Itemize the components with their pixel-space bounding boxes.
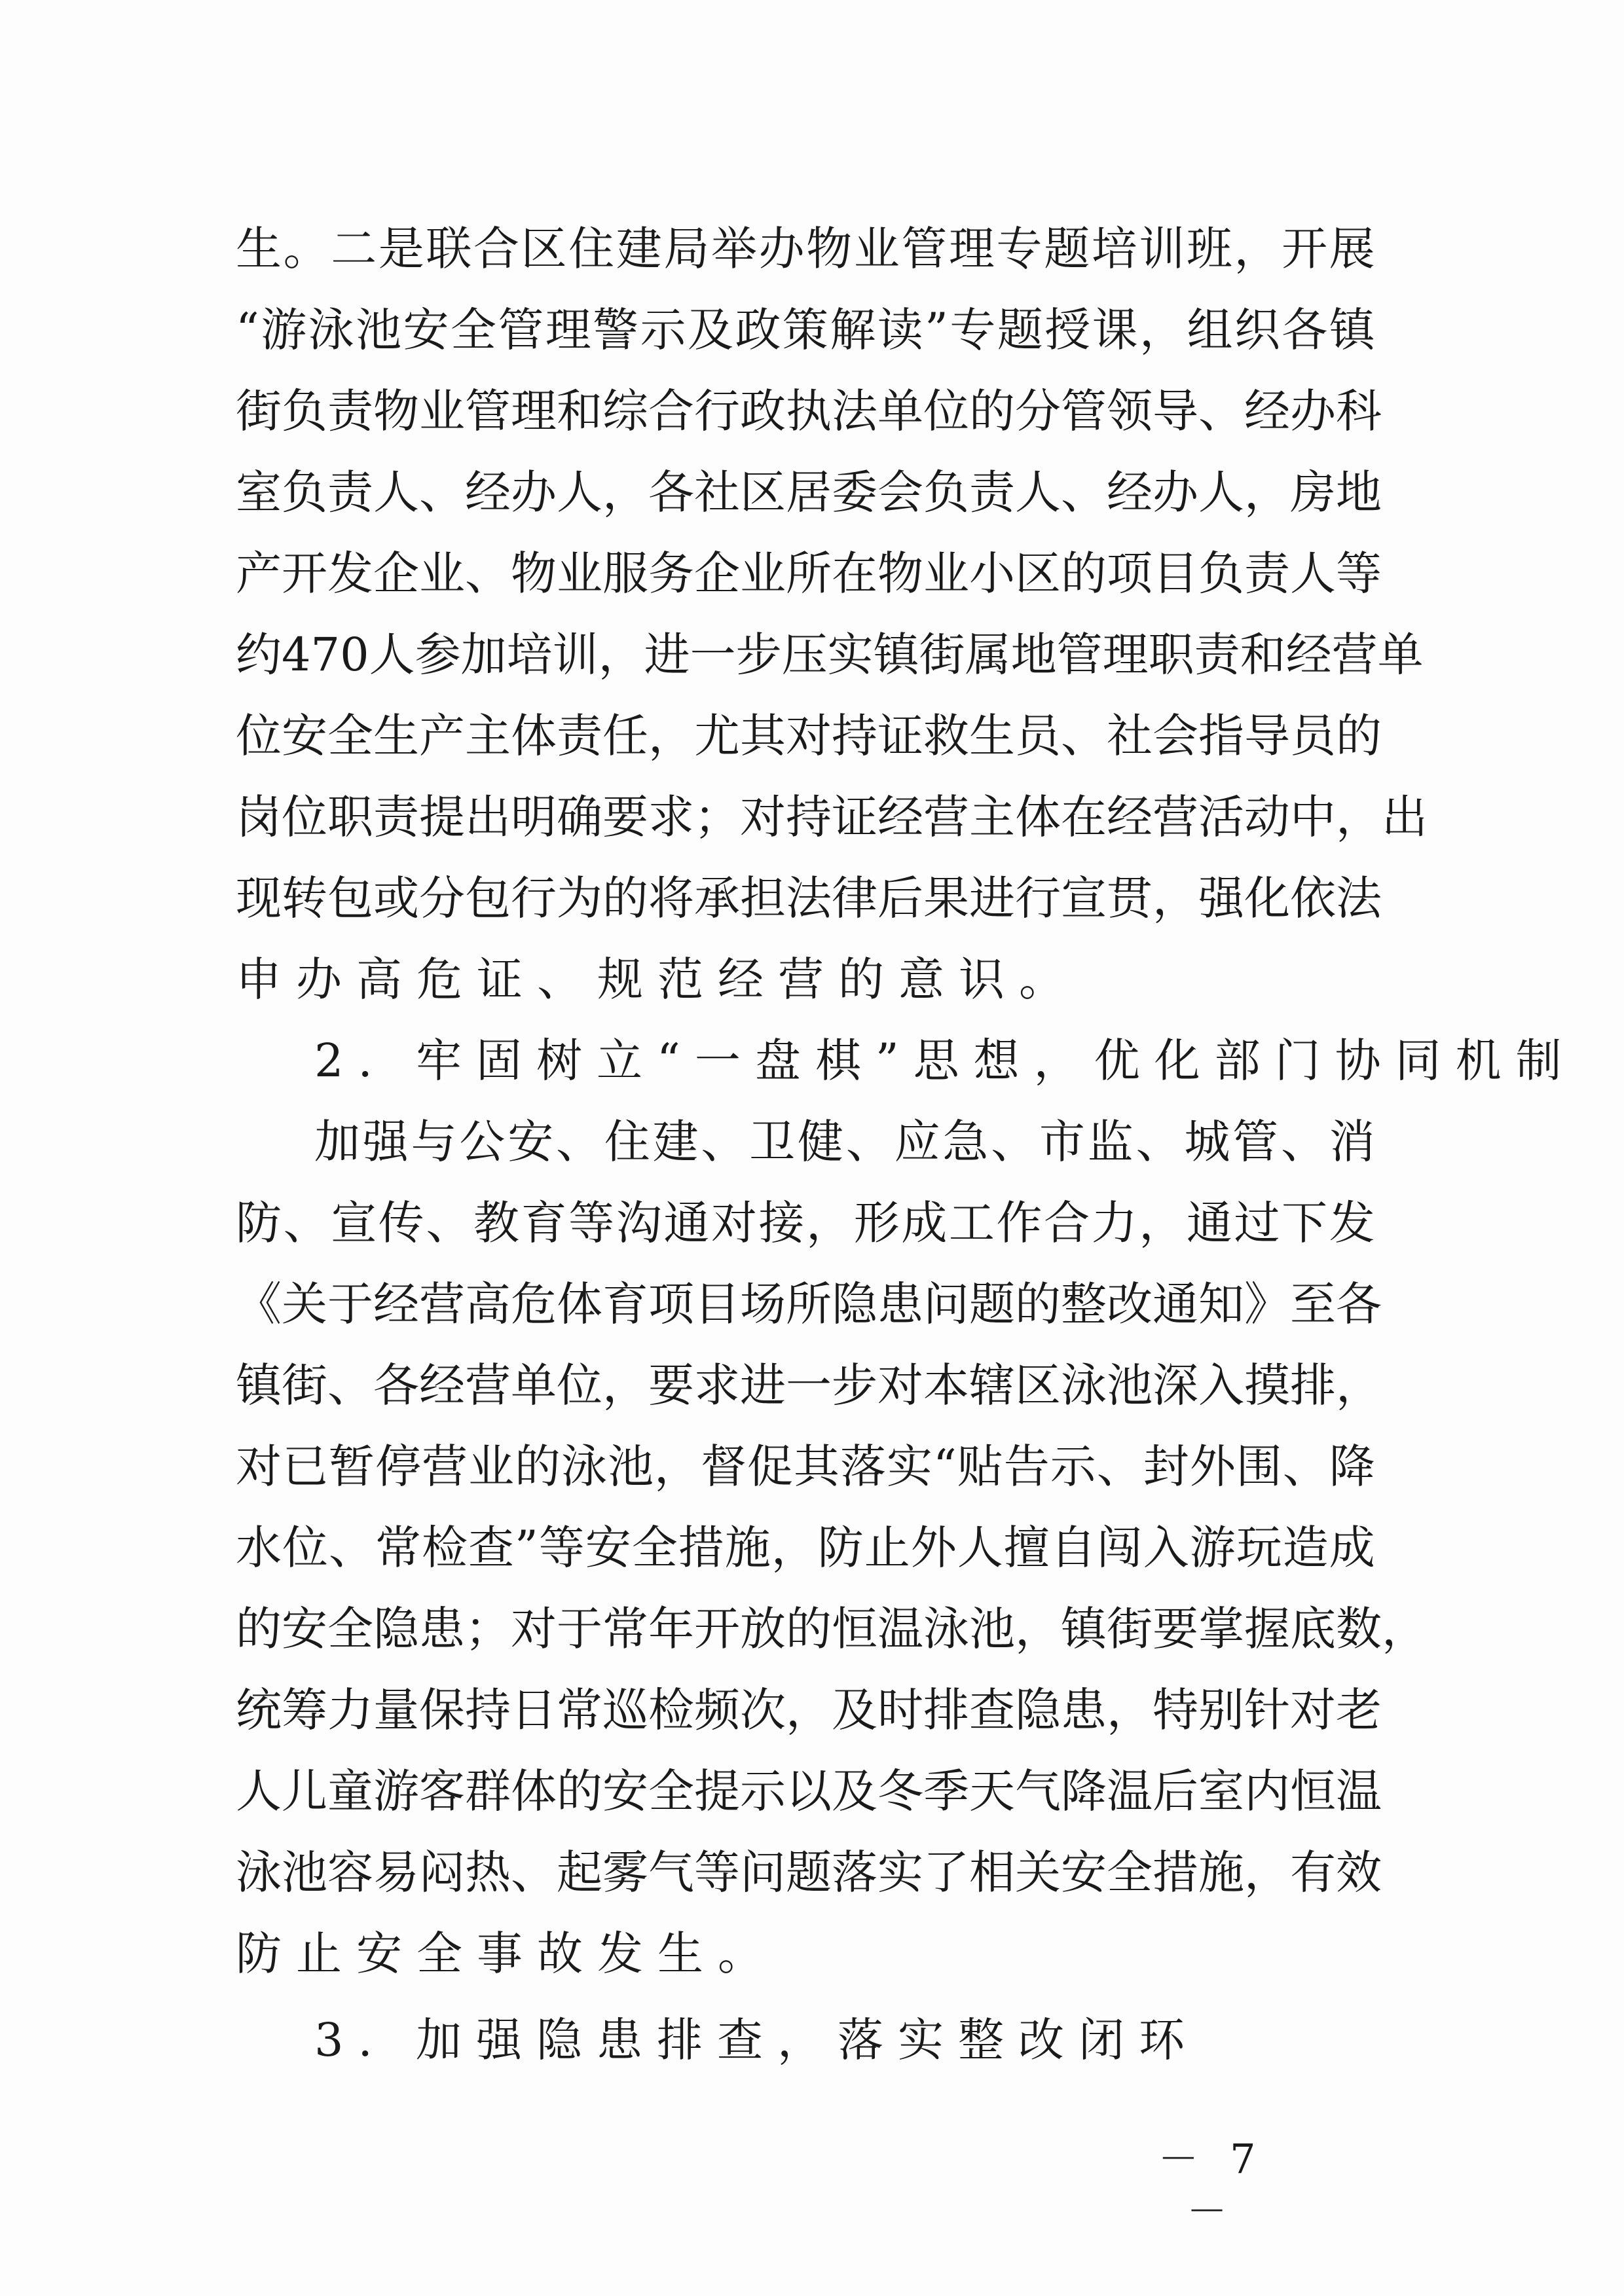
text-line: 室 负 责 人 、 经 办 人 ， 各 社 区 居 委 会 负 责 人 、 经 办 人 ， 房 地: [236, 465, 1382, 519]
text-line: 约 470 人 参 加 培 训 ， 进 一 步 压 实 镇 街 属 地 管 理 职 责 和 经 营 单: [236, 628, 1424, 682]
page-number: － 7 －: [1158, 2135, 1265, 2235]
text-line: “ 游 泳 池 安 全 管 理 警 示 及 政 策 解 读 ” 专 题 授 课 ， 组 织 各 镇: [236, 303, 1375, 357]
text-line: 《 关 于 经 营 高 危 体 育 项 目 场 所 隐 患 问 题 的 整 改 通 知 》 至 各: [236, 1277, 1382, 1331]
text-line: 岗 位 职 责 提 出 明 确 要 求 ； 对 持 证 经 营 主 体 在 经 营 活 动 中 ， 出: [236, 790, 1428, 844]
paragraph-first-line: 加 强 与 公 安 、 住 建 、 卫 健 、 应 急 、 市 监 、 城 管 、 消: [314, 1115, 1375, 1169]
text-line: 现 转 包 或 分 包 行 为 的 将 承 担 法 律 后 果 进 行 宣 贯 ， 强 化 依 法: [236, 871, 1382, 925]
text-line: 人 儿 童 游 客 群 体 的 安 全 提 示 以 及 冬 季 天 气 降 温 后 室 内 恒 温: [236, 1764, 1382, 1818]
text-line: 的 安 全 隐 患 ； 对 于 常 年 开 放 的 恒 温 泳 池 ， 镇 街 要 掌 握 底 数 ，: [236, 1602, 1428, 1656]
text-line: 位 安 全 生 产 主 体 责 任 ， 尤 其 对 持 证 救 生 员 、 社 会 指 导 员 的: [236, 709, 1382, 763]
paragraph-end-line: 申办高危证、规范经营的意识。: [236, 953, 1079, 1006]
paragraph-end-line: 防止安全事故发生。: [236, 1927, 778, 1980]
text-line: 防 、 宣 传 、 教 育 等 沟 通 对 接 ， 形 成 工 作 合 力 ， 通 过 下 发: [236, 1196, 1375, 1250]
text-line: 对 已 暂 停 营 业 的 泳 池 ， 督 促 其 落 实 “ 贴 告 示 、 封 外 围 、 降: [236, 1440, 1375, 1493]
text-line: 生 。 二 是 联 合 区 住 建 局 举 办 物 业 管 理 专 题 培 训 班 ， 开 展: [236, 222, 1375, 276]
section-heading-3: 3. 加强隐患排查，落实整改闭环: [314, 2013, 1200, 2067]
section-heading-2: 2. 牢固树立“一盘棋”思想，优化部门协同机制: [314, 1034, 1576, 1087]
text-line: 街 负 责 物 业 管 理 和 综 合 行 政 执 法 单 位 的 分 管 领 导 、 经 办 科: [236, 384, 1382, 438]
text-line: 统 筹 力 量 保 持 日 常 巡 检 频 次 ， 及 时 排 查 隐 患 ， 特 别 针 对 老: [236, 1683, 1382, 1737]
text-line: 镇 街 、 各 经 营 单 位 ， 要 求 进 一 步 对 本 辖 区 泳 池 深 入 摸 排 ，: [236, 1358, 1382, 1412]
text-line: 泳 池 容 易 闷 热 、 起 雾 气 等 问 题 落 实 了 相 关 安 全 措 施 ， 有 效: [236, 1846, 1382, 1899]
text-line: 水 位 、 常 检 查 ” 等 安 全 措 施 ， 防 止 外 人 擅 自 闯 入 游 玩 造 成: [236, 1521, 1375, 1575]
text-line: 产 开 发 企 业 、 物 业 服 务 企 业 所 在 物 业 小 区 的 项 目 负 责 人 等: [236, 547, 1382, 600]
